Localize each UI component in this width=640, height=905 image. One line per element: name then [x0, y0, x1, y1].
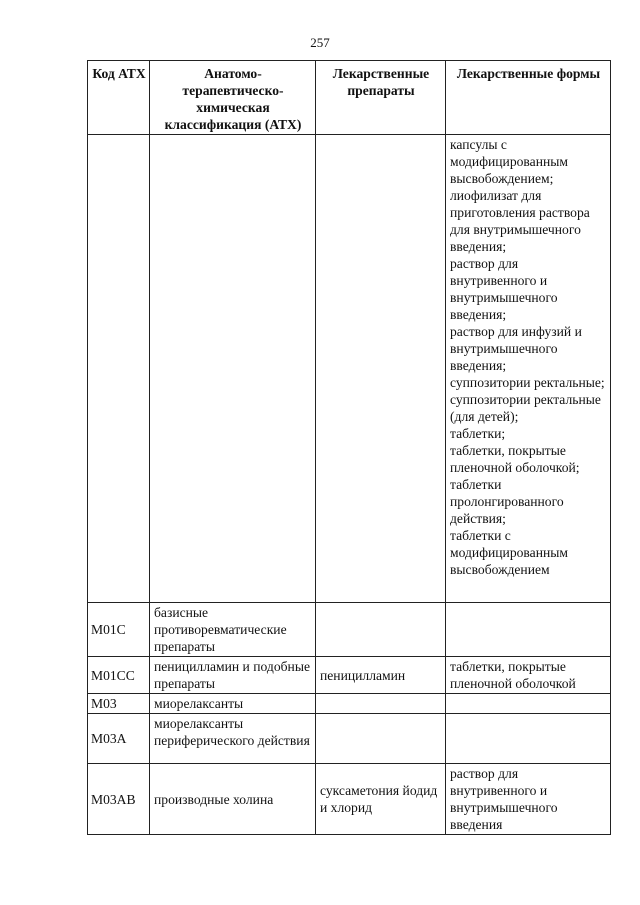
table-row: [88, 694, 611, 714]
table-row: [88, 603, 611, 657]
form-item: таблетки, покрытые пленочной оболочкой;: [450, 443, 580, 475]
form-item: раствор для инфузий и внутримышечного введения;: [450, 324, 582, 373]
page-number: 257: [310, 35, 330, 50]
table-row: [88, 714, 611, 764]
cell-atc: пеницилламин и подобные препараты: [150, 657, 316, 694]
form-item: раствор для внутривенного и внутримышечного введения;: [450, 256, 558, 322]
cell-code: M03A: [88, 714, 150, 764]
cell-forms: таблетки, покрытые пленочной оболочкой: [446, 657, 611, 694]
cell-drug: [316, 603, 446, 657]
cell-forms: раствор для внутривенного и внутримышечного введения: [446, 764, 611, 835]
cell-atc: миорелаксанты: [150, 694, 316, 714]
form-item: суппозитории ректальные (для детей);: [450, 392, 601, 424]
table-row: [88, 135, 611, 603]
cell-drug: [316, 694, 446, 714]
table-row: [88, 657, 611, 694]
atc-table: [87, 60, 611, 835]
form-item: таблетки;: [450, 426, 506, 441]
header-drugs: Лекарственные препараты: [316, 61, 446, 135]
cell-code: M03AB: [88, 764, 150, 835]
header-atc: Анатомо-терапевтическо-химическая классификация (АТХ): [150, 61, 316, 135]
form-item: суппозитории ректальные;: [450, 375, 605, 390]
cell-atc: [150, 135, 316, 603]
table-row: [88, 764, 611, 835]
cell-forms: [446, 694, 611, 714]
form-item: лиофилизат для приготовления раствора для внутримышечного введения;: [450, 188, 590, 254]
cell-code: M01CC: [88, 657, 150, 694]
header-forms: Лекарственные формы: [446, 61, 611, 135]
cell-drug: пеницилламин: [316, 657, 446, 694]
header-code: Код АТХ: [88, 61, 150, 135]
cell-drug: [316, 714, 446, 764]
cell-forms: [446, 714, 611, 764]
cell-code: M01C: [88, 603, 150, 657]
form-item: таблетки пролонгированного действия;: [450, 477, 564, 526]
cell-forms: [446, 603, 611, 657]
cell-code: M03: [88, 694, 150, 714]
cell-atc: миорелаксанты периферического действия: [150, 714, 316, 764]
cell-atc: базисные противоревматические препараты: [150, 603, 316, 657]
cell-atc: производные холина: [150, 764, 316, 835]
cell-code: [88, 135, 150, 603]
form-item: капсулы с модифицированным высвобождением;: [450, 137, 568, 186]
cell-forms: [446, 135, 611, 603]
cell-drug: суксаметония йодид и хлорид: [316, 764, 446, 835]
form-item: таблетки с модифицированным высвобождением: [450, 528, 568, 577]
cell-drug: [316, 135, 446, 603]
table-header-row: [88, 61, 611, 135]
